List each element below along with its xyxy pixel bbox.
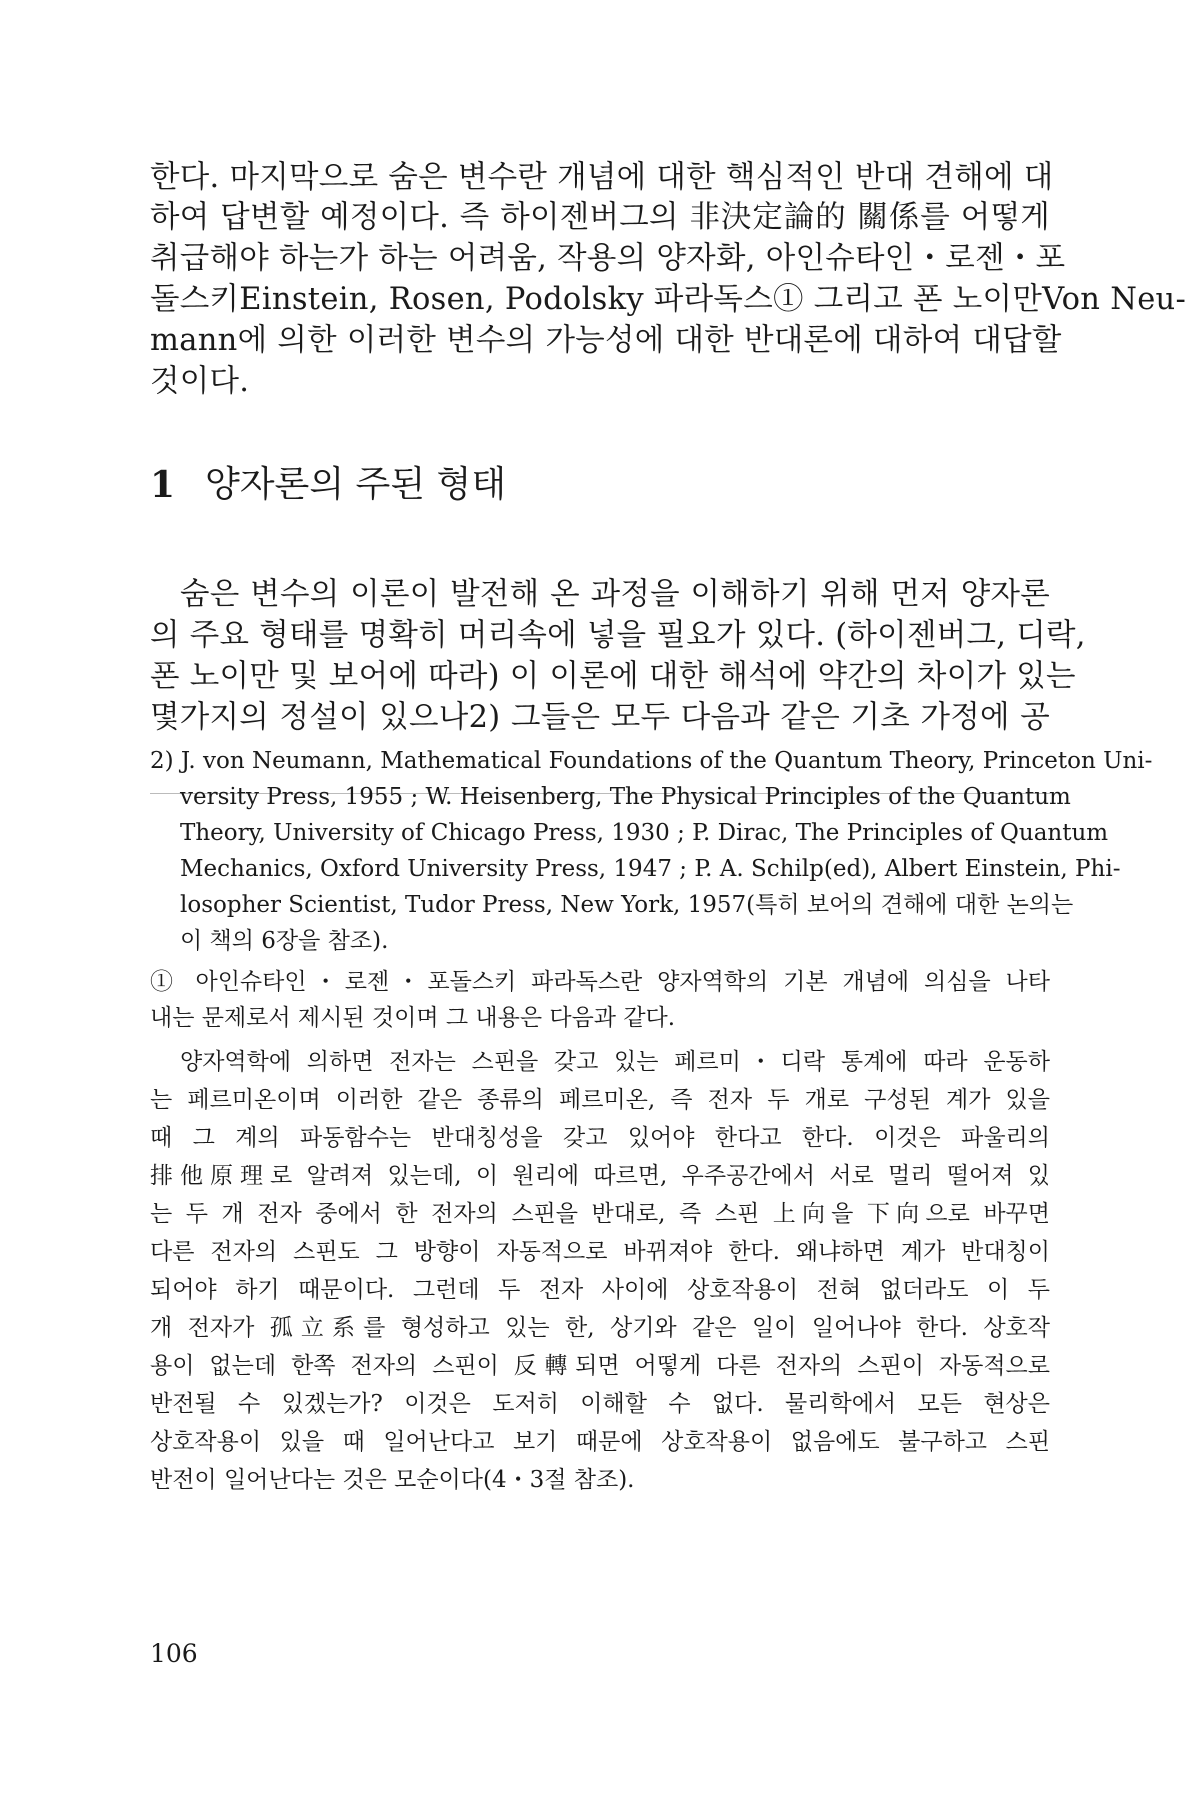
note-line: 반전이 일어난다는 것은 모순이다(4・3절 참조). [150, 1467, 635, 1493]
footnote-line: versity Press, 1955 ; W. Heisenberg, The Physical Principles of the Quantum [180, 784, 1071, 810]
text-line: 폰 노이만 및 보어에 따라) 이 이론에 대한 해석에 약간의 차이가 있는 [150, 659, 1076, 694]
page-number: 106 [150, 1639, 198, 1668]
note-line: 는 페르미온이며 이러한 같은 종류의 페르미온, 즉 전자 두 개로 구성된 계가 있을 [150, 1087, 1050, 1113]
text-line: 하여 답변할 예정이다. 즉 하이젠버그의 非決定論的 關係를 어떻게 [150, 200, 1050, 235]
footnote-line: losopher Scientist, Tudor Press, New York, 1957(특히 보어의 견해에 대한 논의는 [180, 892, 1074, 918]
text-line: 한다. 마지막으로 숨은 변수란 개념에 대한 핵심적인 반대 견해에 대 [150, 160, 1054, 195]
note-line: 양자역학에 의하면 전자는 스핀을 갖고 있는 페르미・디락 통계에 따라 운동하 [180, 1049, 1050, 1075]
note-line: 되어야 하기 때문이다. 그런데 두 전자 사이에 상호작용이 전혀 없더라도 이 두 [150, 1277, 1050, 1303]
text-line: 몇가지의 정설이 있으나2) 그들은 모두 다음과 같은 기초 가정에 공 [150, 700, 1050, 735]
note-line: ① 아인슈타인・로젠・포돌스키 파라독스란 양자역학의 기본 개념에 의심을 나타 [150, 969, 1050, 995]
text-line: 돌스키Einstein, Rosen, Podolsky 파라독스① 그리고 폰 노이만Von Neu- [150, 282, 1187, 317]
note-line: 개 전자가 孤立系를 형성하고 있는 한, 상기와 같은 일이 일어나야 한다. 상호작 [150, 1315, 1050, 1341]
note-line: 다른 전자의 스핀도 그 방향이 자동적으로 바뀌져야 한다. 왜냐하면 계가 반대칭이 [150, 1239, 1050, 1265]
text-line: 숨은 변수의 이론이 발전해 온 과정을 이해하기 위해 먼저 양자론 [180, 577, 1050, 612]
section-number: 1 [150, 464, 176, 506]
note-line: 때 그 계의 파동함수는 반대칭성을 갖고 있어야 한다고 한다. 이것은 파울리의 [150, 1125, 1050, 1151]
note-line: 排他原理로 알려져 있는데, 이 원리에 따르면, 우주공간에서 서로 멀리 떨어져 있 [150, 1163, 1050, 1189]
footnote-line: 이 책의 6장을 참조). [180, 928, 389, 954]
note-line: 내는 문제로서 제시된 것이며 그 내용은 다음과 같다. [150, 1005, 676, 1031]
footnote-line: Mechanics, Oxford University Press, 1947 ; P. A. Schilp(ed), Albert Einstein, Phi- [180, 856, 1121, 882]
note-line: 용이 없는데 한쪽 전자의 스핀이 反轉되면 어떻게 다른 전자의 스핀이 자동적으로 [150, 1353, 1050, 1379]
text-line: 의 주요 형태를 명확히 머리속에 넣을 필요가 있다. (하이젠버그, 디락, [150, 618, 1086, 653]
note-line: 반전될 수 있겠는가? 이것은 도저히 이해할 수 없다. 물리학에서 모든 현상은 [150, 1391, 1050, 1417]
footnote-line: Theory, University of Chicago Press, 1930 ; P. Dirac, The Principles of Quantum [180, 820, 1109, 846]
text-line: mann에 의한 이러한 변수의 가능성에 대한 반대론에 대하여 대답할 [150, 323, 1062, 358]
section-title: 양자론의 주된 형태 [205, 464, 507, 505]
footnote-line: 2) J. von Neumann, Mathematical Foundations of the Quantum Theory, Princeton Uni- [150, 748, 1153, 774]
text-line: 것이다. [150, 364, 250, 399]
note-line: 는 두 개 전자 중에서 한 전자의 스핀을 반대로, 즉 스핀 上向을 下向으로 바꾸면 [150, 1201, 1050, 1227]
note-line: 상호작용이 있을 때 일어난다고 보기 때문에 상호작용이 없음에도 불구하고 스핀 [150, 1429, 1050, 1455]
text-line: 취급해야 하는가 하는 어려움, 작용의 양자화, 아인슈타인・로젠・포 [150, 241, 1066, 276]
